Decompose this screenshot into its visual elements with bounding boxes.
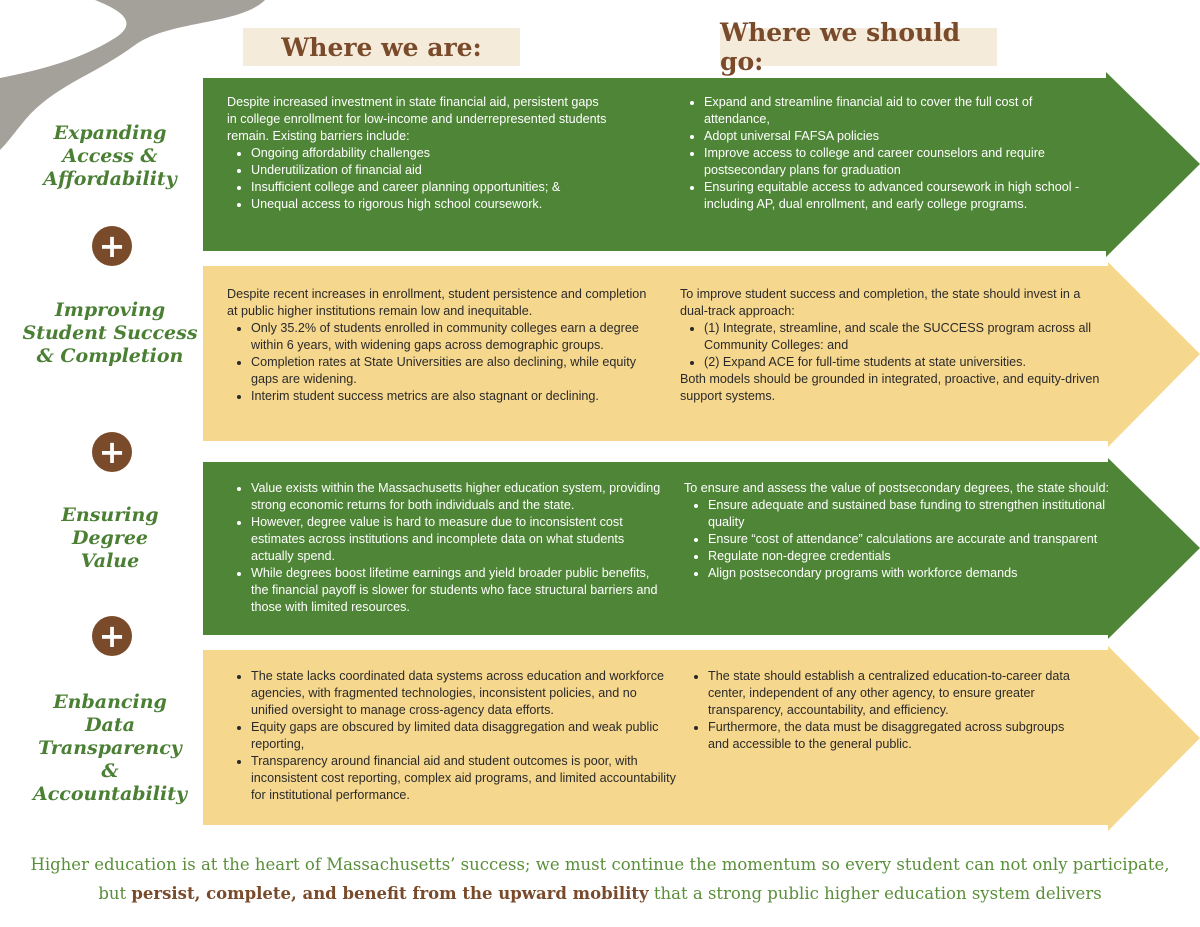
row2-future-text bbox=[680, 286, 1100, 405]
row1-current-bullets bbox=[227, 145, 607, 213]
row4-label-line: Transparency bbox=[38, 737, 182, 759]
row2-label-line: & Completion bbox=[36, 345, 184, 367]
row4-label bbox=[0, 691, 220, 806]
row1-label-line: Expanding bbox=[53, 122, 167, 144]
row2-future-outro: Both models should be grounded in integrated, proactive, and equity-driven support systems. bbox=[680, 372, 1100, 403]
row-student-success-band bbox=[203, 262, 1200, 447]
row3-current-bullets bbox=[227, 480, 667, 616]
row4-current-text bbox=[227, 668, 677, 804]
list-item: • Ongoing affordability challenges bbox=[251, 145, 607, 162]
list-item: • However, degree value is hard to measure due to inconsistent cost estimates across institutions and incomplete data on what students actually spend. bbox=[251, 514, 667, 565]
row4-future-bullets bbox=[684, 668, 1074, 753]
row4-current-bullets bbox=[227, 668, 677, 804]
row3-future-intro: To ensure and assess the value of postsecondary degrees, the state should: bbox=[684, 481, 1109, 495]
plus-icon: + bbox=[92, 432, 132, 472]
list-item: • Underutilization of financial aid bbox=[251, 162, 607, 179]
list-item: • Transparency around financial aid and student outcomes is poor, with inconsistent cost reporting, complex aid programs, and limited accountability for institutional performance. bbox=[251, 753, 677, 804]
list-item: • Interim student success metrics are also stagnant or declining. bbox=[251, 388, 647, 405]
list-item: • Expand and streamline financial aid to cover the full cost of attendance, bbox=[704, 94, 1100, 128]
row4-label-line: Data bbox=[85, 714, 135, 736]
row3-future-bullets bbox=[684, 497, 1124, 582]
list-item: • Ensure “cost of attendance” calculations are accurate and transparent bbox=[708, 531, 1124, 548]
list-item: • Only 35.2% of students enrolled in community colleges earn a degree within 6 years, with widening gaps across demographic groups. bbox=[251, 320, 647, 354]
list-item: • (1) Integrate, streamline, and scale the SUCCESS program across all Community Colleges: and bbox=[704, 320, 1100, 354]
row3-label-line: Degree bbox=[71, 527, 149, 549]
row2-current-intro: Despite recent increases in enrollment, student persistence and completion at public higher institutions remain low and inequitable. bbox=[227, 287, 647, 318]
list-item: • Furthermore, the data must be disaggregated across subgroups and accessible to the general public. bbox=[708, 719, 1074, 753]
plus-icon: + bbox=[92, 226, 132, 266]
list-item: • Unequal access to rigorous high school coursework. bbox=[251, 196, 607, 213]
footer-part2: that a strong public higher education system delivers bbox=[648, 884, 1102, 903]
row1-future-text bbox=[680, 94, 1100, 213]
list-item: • Value exists within the Massachusetts higher education system, providing strong economic returns for both individuals and the state. bbox=[251, 480, 667, 514]
list-item: • Improve access to college and career counselors and require postsecondary plans for graduation bbox=[704, 145, 1100, 179]
row4-future-text bbox=[684, 668, 1074, 753]
list-item: • (2) Expand ACE for full-time students at state universities. bbox=[704, 354, 1100, 371]
row2-label bbox=[0, 299, 220, 368]
list-item: • The state should establish a centralized education-to-career data center, independent of any other agency, to ensure greater transparency, accountability, and efficiency. bbox=[708, 668, 1074, 719]
row1-label-line: Affordability bbox=[43, 168, 177, 190]
row2-future-intro: To improve student success and completion, the state should invest in a dual-track approach: bbox=[680, 287, 1081, 318]
row1-label-line: Access & bbox=[62, 145, 158, 167]
header-where-we-should-go bbox=[720, 18, 997, 76]
footer-statement bbox=[20, 850, 1180, 908]
row1-current-intro: Despite increased investment in state financial aid, persistent gaps in college enrollment for low-income and underrepresented students remain. Existing barriers include: bbox=[227, 95, 607, 143]
header-where-we-are bbox=[243, 28, 520, 66]
row-access-affordability-band bbox=[203, 72, 1200, 257]
row3-label-line: Value bbox=[80, 550, 140, 572]
header-where-we-are-text: Where we are: bbox=[281, 32, 482, 62]
list-item: • Completion rates at State Universities are also declining, while equity gaps are widening. bbox=[251, 354, 647, 388]
row-degree-value-band bbox=[203, 458, 1200, 643]
row-data-transparency-band bbox=[203, 646, 1200, 831]
list-item: • Adopt universal FAFSA policies bbox=[704, 128, 1100, 145]
plus-icon: + bbox=[92, 616, 132, 656]
footer-part1: Higher education is at the heart of Massachusetts’ success; we must continue the momentum so every student can not only participate, but bbox=[30, 855, 1170, 903]
list-item: • Ensuring equitable access to advanced coursework in high school - including AP, dual enrollment, and early college programs. bbox=[704, 179, 1100, 213]
row3-label-line: Ensuring bbox=[61, 504, 159, 526]
list-item: • Equity gaps are obscured by limited data disaggregation and weak public reporting, bbox=[251, 719, 677, 753]
footer-emphasis: persist, complete, and benefit from the upward mobility bbox=[131, 884, 649, 903]
row2-current-bullets bbox=[227, 320, 647, 405]
row1-future-bullets bbox=[680, 94, 1100, 213]
row3-current-text bbox=[227, 480, 667, 616]
list-item: • Insufficient college and career planning opportunities; & bbox=[251, 179, 607, 196]
row2-future-bullets bbox=[680, 320, 1100, 371]
row4-label-line: Enbancing bbox=[53, 691, 167, 713]
list-item: • The state lacks coordinated data systems across education and workforce agencies, with fragmented technologies, inconsistent policies, and no unified oversight to manage cross-agency data efforts. bbox=[251, 668, 677, 719]
row3-future-text bbox=[684, 480, 1124, 582]
row2-label-line: Student Success bbox=[22, 322, 198, 344]
row3-label bbox=[0, 504, 220, 573]
row1-current-text bbox=[227, 94, 607, 213]
list-item: • While degrees boost lifetime earnings and yield broader public benefits, the financial payoff is slower for students who face structural barriers and those with limited resources. bbox=[251, 565, 667, 616]
list-item: • Regulate non-degree credentials bbox=[708, 548, 1124, 565]
row2-current-text bbox=[227, 286, 647, 405]
header-where-we-should-go-text: Where we should go: bbox=[720, 18, 961, 76]
list-item: • Ensure adequate and sustained base funding to strengthen institutional quality bbox=[708, 497, 1124, 531]
row4-label-line: & bbox=[101, 760, 119, 782]
row1-label bbox=[0, 122, 220, 191]
list-item: • Align postsecondary programs with workforce demands bbox=[708, 565, 1124, 582]
row4-label-line: Accountability bbox=[32, 783, 188, 805]
row2-label-line: Improving bbox=[54, 299, 166, 321]
